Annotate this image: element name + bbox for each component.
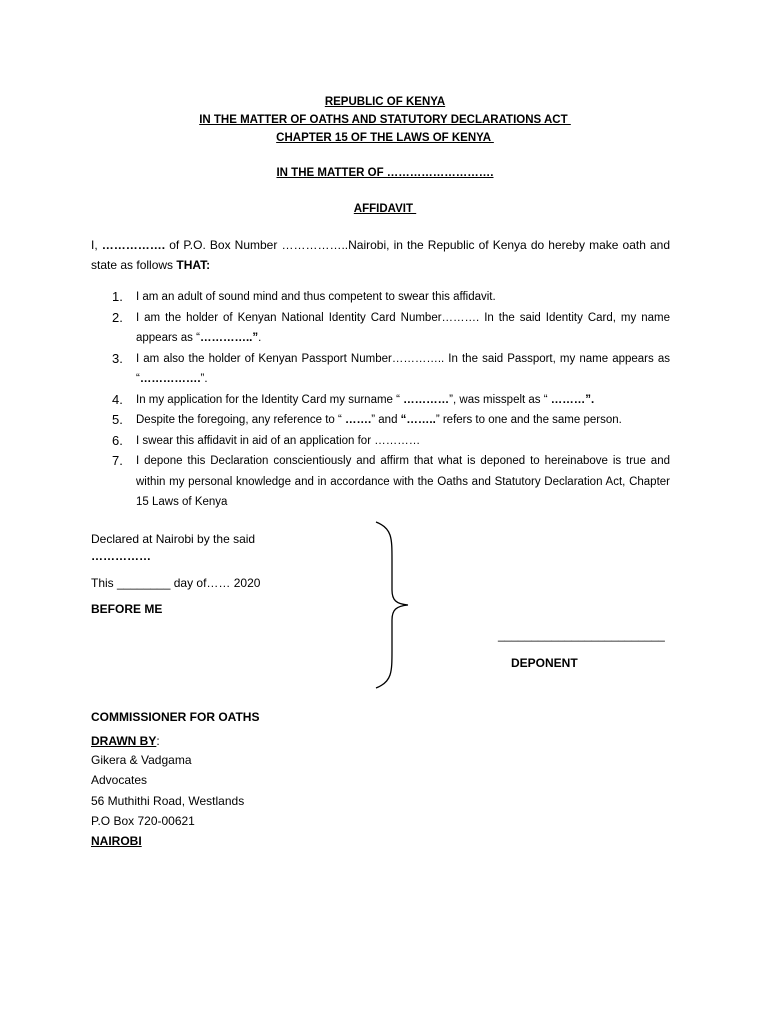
item-text: I depone this Declaration conscientiously and affirm that what is deponed to hereinabove is true and within my personal knowledge and in accordance with the Oaths and Statutory Declaration Act, Chapter 15 Laws of Kenya	[136, 455, 670, 508]
affidavit-item	[91, 410, 670, 431]
intro-name-blank: …………….	[101, 238, 166, 252]
header-chapter: CHAPTER 15 OF THE LAWS OF KENYA	[276, 132, 494, 144]
firm-address: 56 Muthithi Road, Westlands	[91, 794, 245, 808]
firm-po-box: P.O Box 720-00621	[91, 814, 195, 828]
intro-that: THAT:	[176, 258, 211, 272]
item-text: In my application for the Identity Card my surname “	[136, 393, 404, 406]
affidavit-item	[91, 287, 670, 308]
drawn-by-label: DRAWN BY	[91, 734, 157, 748]
header-act: IN THE MATTER OF OATHS AND STATUTORY DECLARATIONS ACT	[199, 114, 571, 126]
item-number: 5.	[112, 412, 123, 427]
intro-text: of P.O. Box Number ……………..Nairobi, in the Republic of Kenya do hereby make oath and state as follows	[91, 238, 670, 272]
item-text: I am an adult of sound mind and thus competent to swear this affidavit.	[136, 291, 496, 303]
drawn-by-colon: :	[156, 734, 160, 748]
item-text: …………..”	[199, 332, 259, 344]
item-number: 1.	[112, 289, 123, 304]
document-title: AFFIDAVIT	[353, 203, 417, 215]
affidavit-items-list	[91, 287, 670, 513]
item-number: 4.	[112, 391, 123, 407]
item-text: I am the holder of Kenyan National Identity Card Number………. In the said Identity Card, my name appears as “	[136, 311, 670, 344]
firm-type: Advocates	[91, 773, 148, 787]
item-text: I am also the holder of Kenyan Passport Number………….. In the said Passport, my name appears as “	[136, 352, 670, 385]
item-text: …………	[403, 393, 450, 406]
commissioner-for-oaths: COMMISSIONER FOR OATHS	[91, 710, 260, 724]
firm-city: NAIROBI	[91, 834, 142, 848]
item-text: Despite the foregoing, any reference to “	[136, 414, 346, 426]
brace-icon	[370, 520, 415, 690]
affidavit-item	[91, 308, 670, 349]
item-text: ………”.	[550, 393, 595, 406]
affidavit-item	[91, 349, 670, 390]
item-text: ”.	[200, 373, 208, 385]
intro-paragraph	[91, 235, 670, 275]
deponent-label: DEPONENT	[511, 656, 578, 670]
firm-name: Gikera & Vadgama	[91, 753, 192, 767]
drawn-by-heading	[91, 734, 160, 748]
item-text: ” and	[371, 414, 401, 426]
declarant-name-blank: ……………	[91, 549, 151, 563]
affidavit-item	[91, 390, 670, 411]
declaration-date: This ________ day of…… 2020	[91, 576, 261, 590]
item-text: “……..	[400, 414, 436, 426]
intro-i: I,	[91, 238, 102, 252]
item-text: …….	[345, 414, 372, 426]
item-text: I swear this affidavit in aid of an application for …………	[136, 434, 421, 447]
declared-at: Declared at Nairobi by the said	[91, 532, 256, 546]
item-text: ” refers to one and the same person.	[435, 414, 622, 426]
item-number: 6.	[112, 432, 123, 448]
affidavit-item	[91, 451, 670, 513]
item-number: 3.	[112, 350, 123, 366]
item-number: 7.	[112, 453, 123, 468]
item-text: …………….	[139, 373, 201, 385]
before-me: BEFORE ME	[91, 602, 163, 616]
item-text: .	[258, 332, 262, 344]
item-number: 2.	[112, 309, 123, 325]
header-matter: IN THE MATTER OF ……………………….	[276, 167, 494, 179]
affidavit-item	[91, 431, 670, 452]
header-republic: REPUBLIC OF KENYA	[324, 96, 446, 108]
signature-line: _________________________	[498, 628, 665, 642]
item-text: ”, was misspelt as “	[449, 393, 551, 406]
